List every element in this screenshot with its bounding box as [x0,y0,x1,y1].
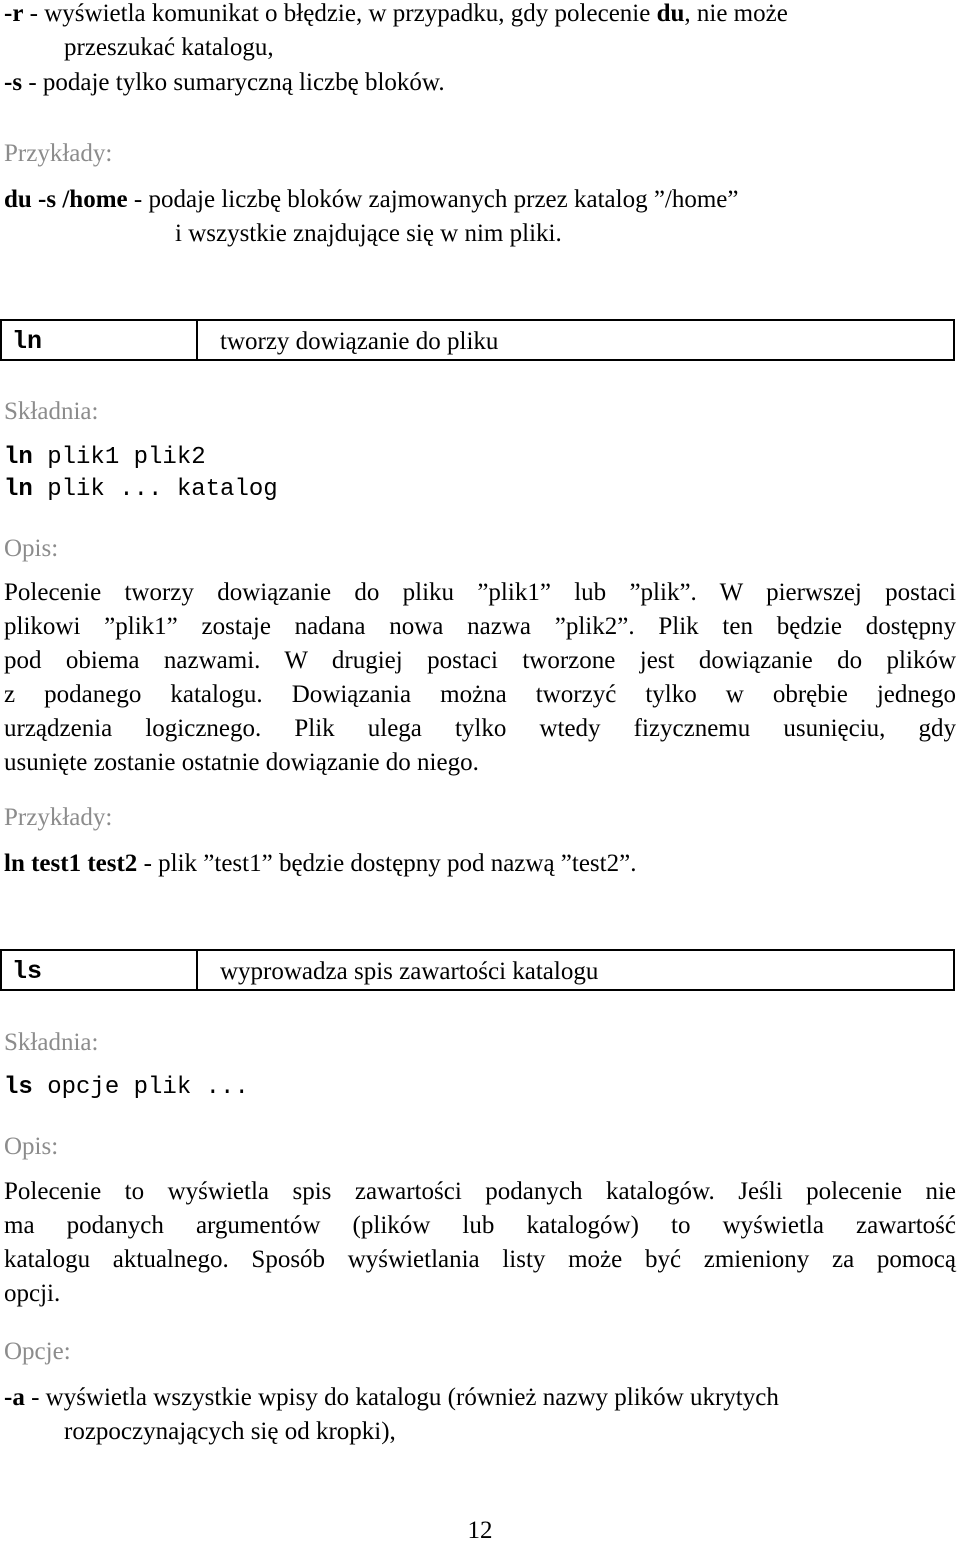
description-line: katalogu aktualnego. Sposób wyświetlania listy może być zmieniony za pomocą [4,1246,956,1273]
example-command: du -s /home [4,186,128,213]
section-heading-syntax: Składnia: [4,398,99,425]
option-text: - wyświetla wszystkie wpisy do katalogu (również nazwy plików ukrytych [24,1384,779,1411]
description-line: Polecenie to wyświetla spis zawartości podanych katalogów. Jeśli polecenie nie [4,1178,956,1205]
example-text: - podaje liczbę bloków zajmowanych przez katalog ”/home” [127,186,739,213]
command-description: wyprowadza spis zawartości katalogu [220,958,599,985]
description-line: ma podanych argumentów (plików lub katalogów) to wyświetla zawartość [4,1212,956,1239]
option-text: - podaje tylko sumaryczną liczbę bloków. [22,69,445,96]
command-box-ls [0,949,955,991]
example-command: ln test1 test2 [4,850,138,877]
ls-option-a-continuation: rozpoczynających się od kropki), [64,1418,396,1445]
box-divider [196,951,198,989]
description-line: z podanego katalogu. Dowiązania można tworzyć tylko w obrębie jednego [4,681,956,708]
du-option-r [4,0,788,31]
command-name: ln [12,327,43,356]
section-heading-syntax: Składnia: [4,1029,99,1056]
syntax-line [4,1071,249,1105]
option-text: - wyświetla komunikat o błędzie, w przypadku, gdy polecenie [23,0,657,27]
command-box-ln [0,319,955,361]
syntax-args: plik ... katalog [32,476,278,503]
du-option-r-continuation: przeszukać katalogu, [64,34,274,61]
du-example [4,183,739,217]
option-flag: -r [4,0,24,27]
description-line: urządzenia logicznego. Plik ulega tylko wtedy fizycznemu usunięciu, gdy [4,715,956,742]
syntax-line [4,441,206,475]
description-line: opcji. [4,1280,61,1307]
command-name: du [656,0,685,27]
section-heading-examples: Przykłady: [4,804,113,831]
description-line: pod obiema nazwami. W drugiej postaci tworzone jest dowiązanie do plików [4,647,956,674]
description-line: Polecenie tworzy dowiązanie do pliku ”plik1” lub ”plik”. W pierwszej postaci [4,579,956,606]
syntax-command: ln [4,476,33,503]
syntax-line [4,473,278,507]
syntax-command: ln [4,444,33,471]
description-line: plikowi ”plik1” zostaje nadana nowa nazwa ”plik2”. Plik ten będzie dostępny [4,613,956,640]
ls-option-a [4,1381,779,1415]
du-option-s [4,66,445,100]
section-heading-options: Opcje: [4,1338,71,1365]
syntax-args: opcje plik ... [32,1074,249,1101]
option-text: , nie może [684,0,788,27]
example-text: - plik ”test1” będzie dostępny pod nazwą ”test2”. [137,850,637,877]
command-name: ls [12,957,43,986]
option-flag: -a [4,1384,25,1411]
box-divider [196,321,198,359]
command-description: tworzy dowiązanie do pliku [220,328,499,355]
option-flag: -s [4,69,23,96]
section-heading-examples: Przykłady: [4,140,113,167]
du-example-continuation: i wszystkie znajdujące się w nim pliki. [175,220,562,247]
description-line: usunięte zostanie ostatnie dowiązanie do niego. [4,749,479,776]
ln-example [4,847,636,881]
syntax-args: plik1 plik2 [32,444,206,471]
section-heading-description: Opis: [4,535,59,562]
section-heading-description: Opis: [4,1133,59,1160]
syntax-command: ls [4,1074,33,1101]
page-number: 12 [467,1517,493,1544]
